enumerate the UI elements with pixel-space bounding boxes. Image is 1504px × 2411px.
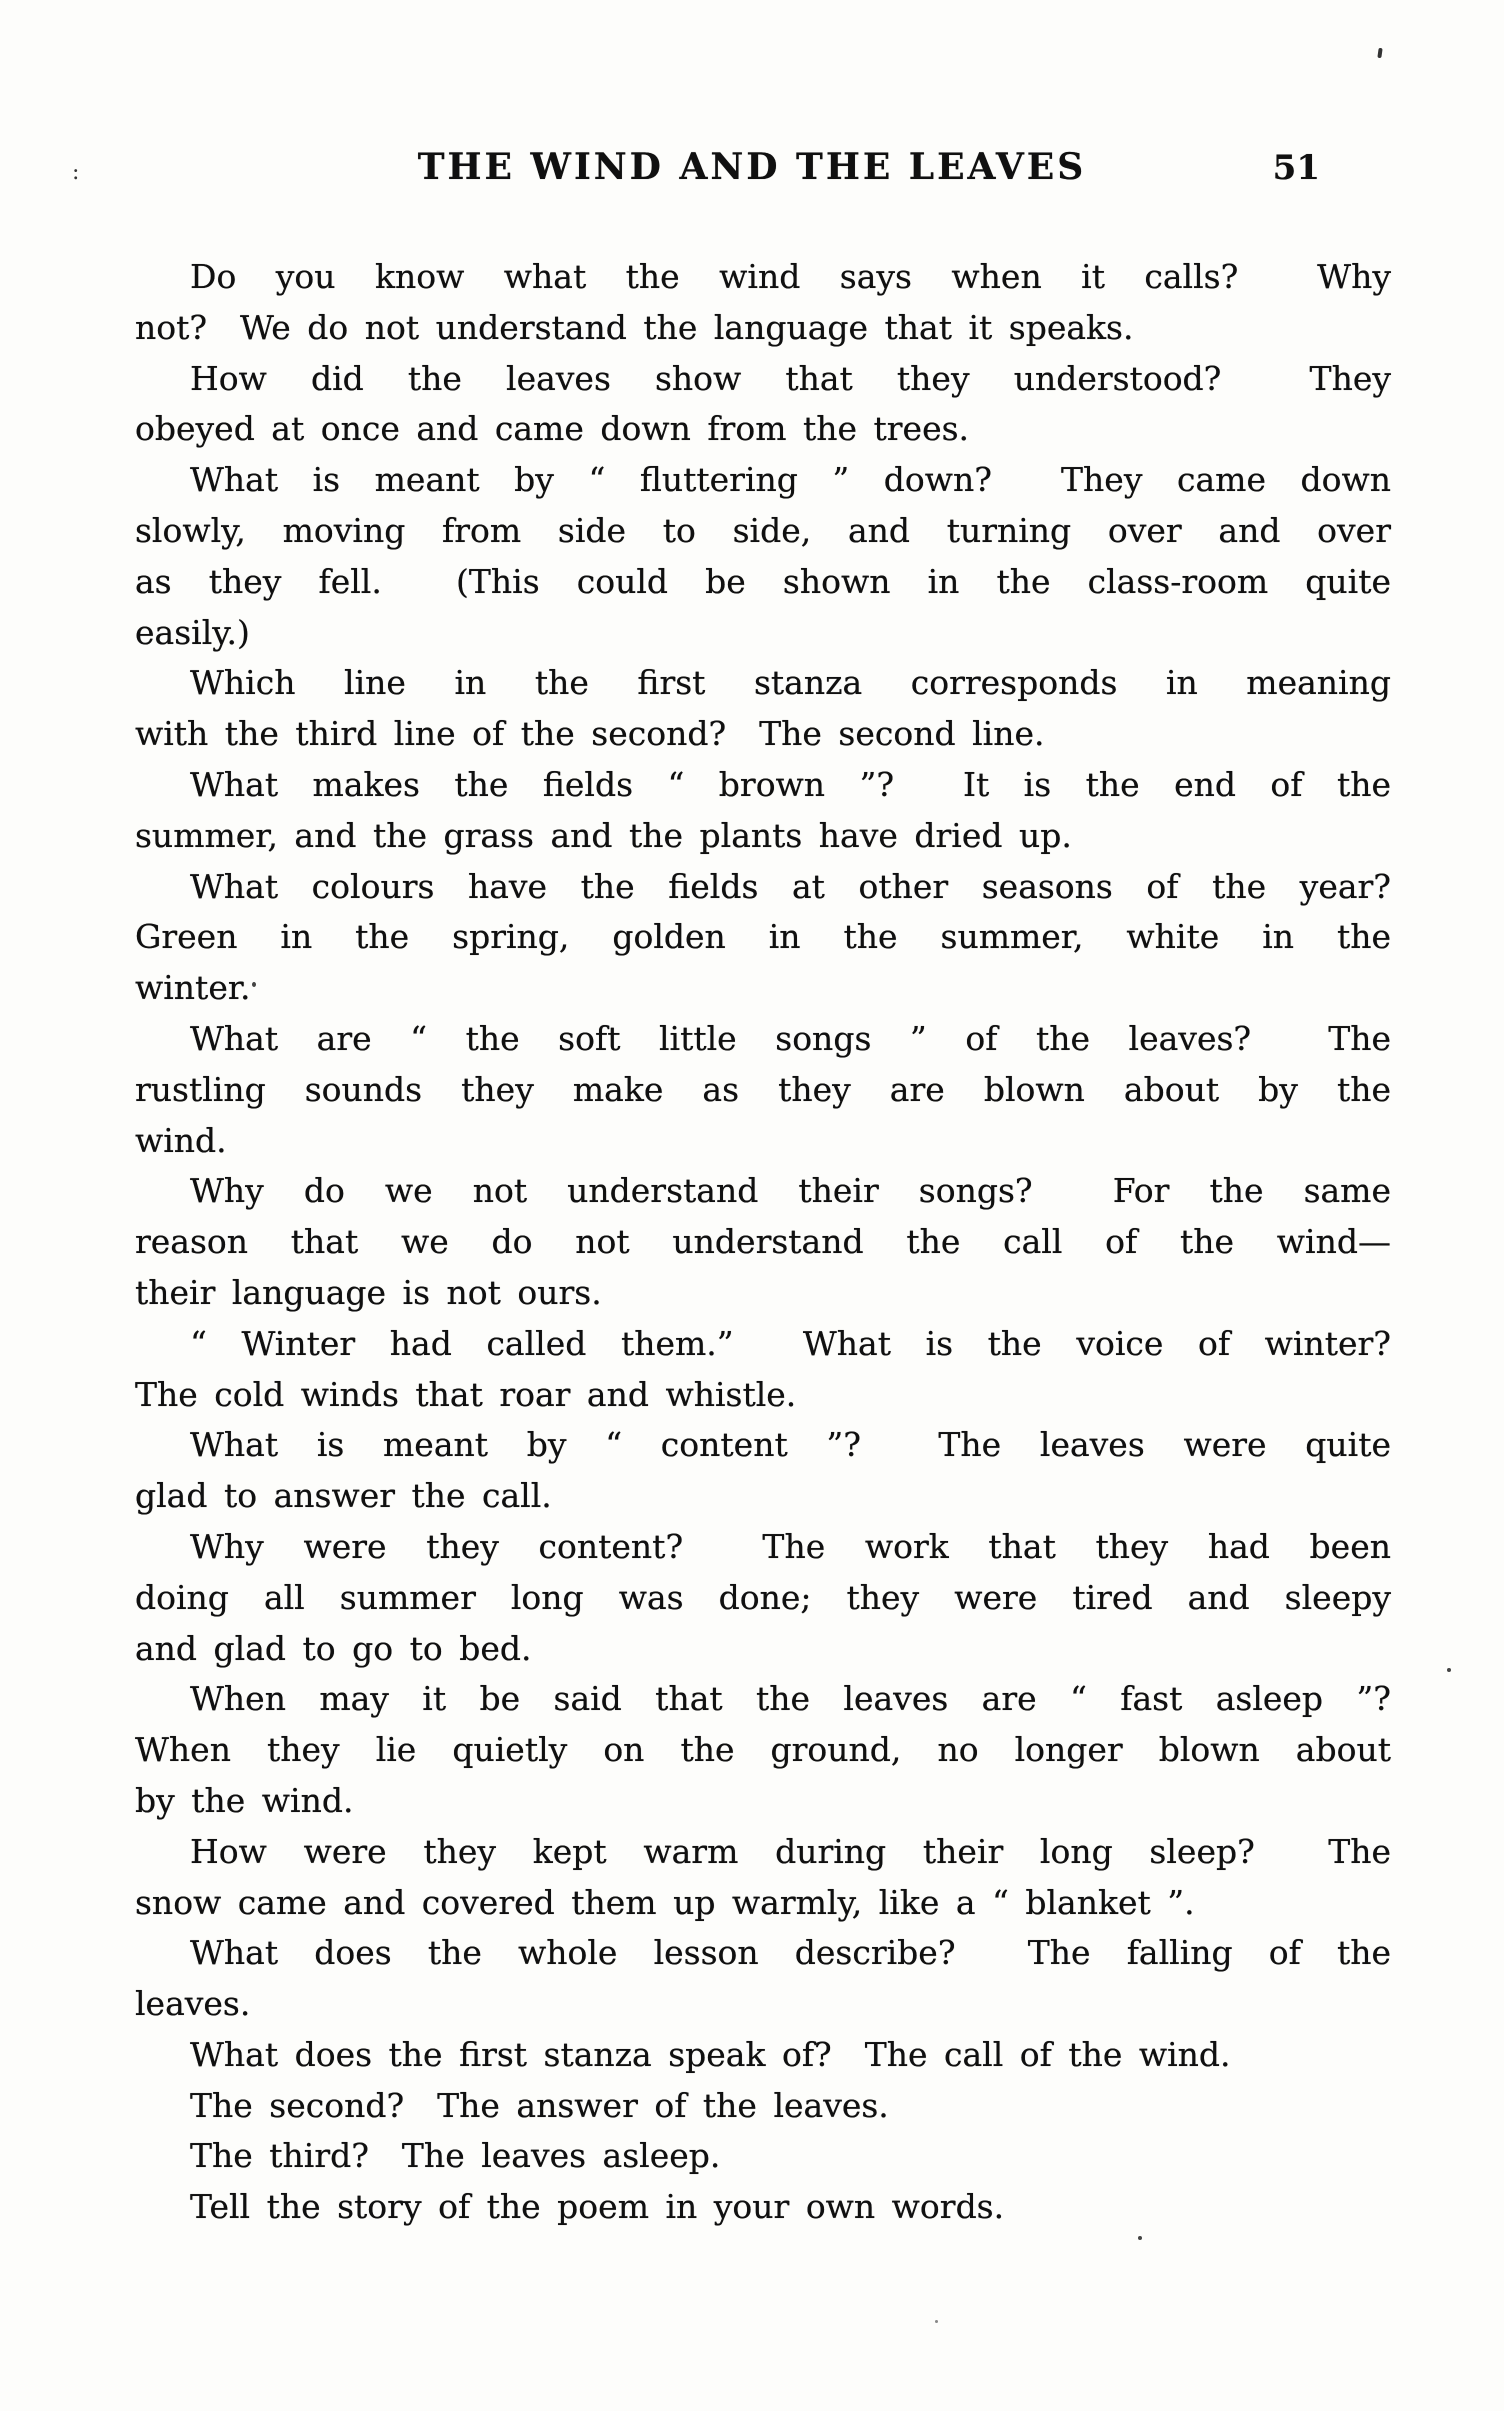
scan-speck xyxy=(1447,1668,1451,1672)
text-line: snow came and covered them up warmly, like a “ blanket ”. xyxy=(135,1882,1195,1922)
scan-speck xyxy=(1138,2236,1142,2240)
text-line: Green in the spring, golden in the summer, white in the xyxy=(135,917,1391,957)
text-line: The second? The answer of the leaves. xyxy=(190,2085,889,2125)
text-line: by the wind. xyxy=(135,1780,354,1820)
text-line: When they lie quietly on the ground, no longer blown about xyxy=(135,1730,1391,1770)
text-line: What are “ the soft little songs ” of the leaves? The xyxy=(190,1018,1391,1058)
text-line: What is meant by “ content ”? The leaves were quite xyxy=(190,1425,1391,1465)
paragraph xyxy=(135,760,1391,862)
text-line: How did the leaves show that they understood? They xyxy=(190,358,1391,398)
text-line: their language is not ours. xyxy=(135,1272,602,1312)
paragraph xyxy=(135,252,1391,354)
text-line: How were they kept warm during their long sleep? The xyxy=(190,1831,1391,1871)
paragraph xyxy=(135,1827,1391,1929)
text-line: not? We do not understand the language that it speaks. xyxy=(135,307,1134,347)
page-header xyxy=(0,146,1504,192)
text-line: reason that we do not understand the call of the wind— xyxy=(135,1222,1391,1262)
text-line: with the third line of the second? The second line. xyxy=(135,714,1045,754)
paragraph xyxy=(135,1522,1391,1674)
text-line: What makes the fields “ brown ”? It is the end of the xyxy=(190,764,1391,804)
text-line: as they fell. (This could be shown in the class-room quite xyxy=(135,561,1391,601)
paragraph xyxy=(135,1166,1391,1318)
paragraph xyxy=(135,2131,1391,2182)
text-line: The third? The leaves asleep. xyxy=(190,2136,721,2176)
text-line: Why were they content? The work that they had been xyxy=(190,1526,1391,1566)
scan-speck xyxy=(1377,48,1382,58)
paragraph xyxy=(135,1420,1391,1522)
paragraph xyxy=(135,2182,1391,2233)
text-line: easily.) xyxy=(135,612,250,652)
paragraph xyxy=(135,354,1391,456)
text-line: Which line in the first stanza corresponds in meaning xyxy=(190,663,1391,703)
paragraph xyxy=(135,658,1391,760)
text-line: rustling sounds they make as they are blown about by the xyxy=(135,1069,1391,1109)
text-line: slowly, moving from side to side, and turning over and over xyxy=(135,510,1391,550)
text-line: obeyed at once and came down from the trees. xyxy=(135,409,970,449)
page-title: THE WIND AND THE LEAVES xyxy=(417,146,1087,188)
text-line: When may it be said that the leaves are “ fast asleep ”? xyxy=(190,1679,1391,1719)
text-line: “ Winter had called them.” What is the voice of winter? xyxy=(190,1323,1391,1363)
scan-speck xyxy=(935,2320,938,2323)
text-line: doing all summer long was done; they were tired and sleepy xyxy=(135,1577,1391,1617)
paragraph xyxy=(135,455,1391,658)
paragraph xyxy=(135,1319,1391,1421)
page-body xyxy=(135,252,1391,2233)
text-line: glad to answer the call. xyxy=(135,1476,552,1516)
text-line: and glad to go to bed. xyxy=(135,1628,532,1668)
paragraph xyxy=(135,2030,1391,2081)
text-line: Why do we not understand their songs? For the same xyxy=(190,1171,1391,1211)
text-line: What does the first stanza speak of? The call of the wind. xyxy=(190,2034,1231,2074)
text-line: What is meant by “ fluttering ” down? They came down xyxy=(190,460,1391,500)
text-line: What does the whole lesson describe? The falling of the xyxy=(190,1933,1391,1973)
scan-speck xyxy=(252,982,256,987)
paragraph xyxy=(135,1674,1391,1826)
text-line: leaves. xyxy=(135,1984,251,2024)
text-line: summer, and the grass and the plants have dried up. xyxy=(135,815,1072,855)
text-line: What colours have the fields at other seasons of the year? xyxy=(190,866,1391,906)
text-line: Tell the story of the poem in your own words. xyxy=(190,2187,1005,2227)
text-line: winter. xyxy=(135,968,251,1008)
paragraph xyxy=(135,1014,1391,1166)
paragraph xyxy=(135,2081,1391,2132)
text-line: wind. xyxy=(135,1120,227,1160)
scan-artifact-colon: : xyxy=(72,160,80,185)
page-number: 51 xyxy=(1272,148,1320,188)
paragraph xyxy=(135,862,1391,1014)
text-line: The cold winds that roar and whistle. xyxy=(135,1374,797,1414)
paragraph xyxy=(135,1928,1391,2030)
text-line: Do you know what the wind says when it calls? Why xyxy=(190,257,1391,296)
